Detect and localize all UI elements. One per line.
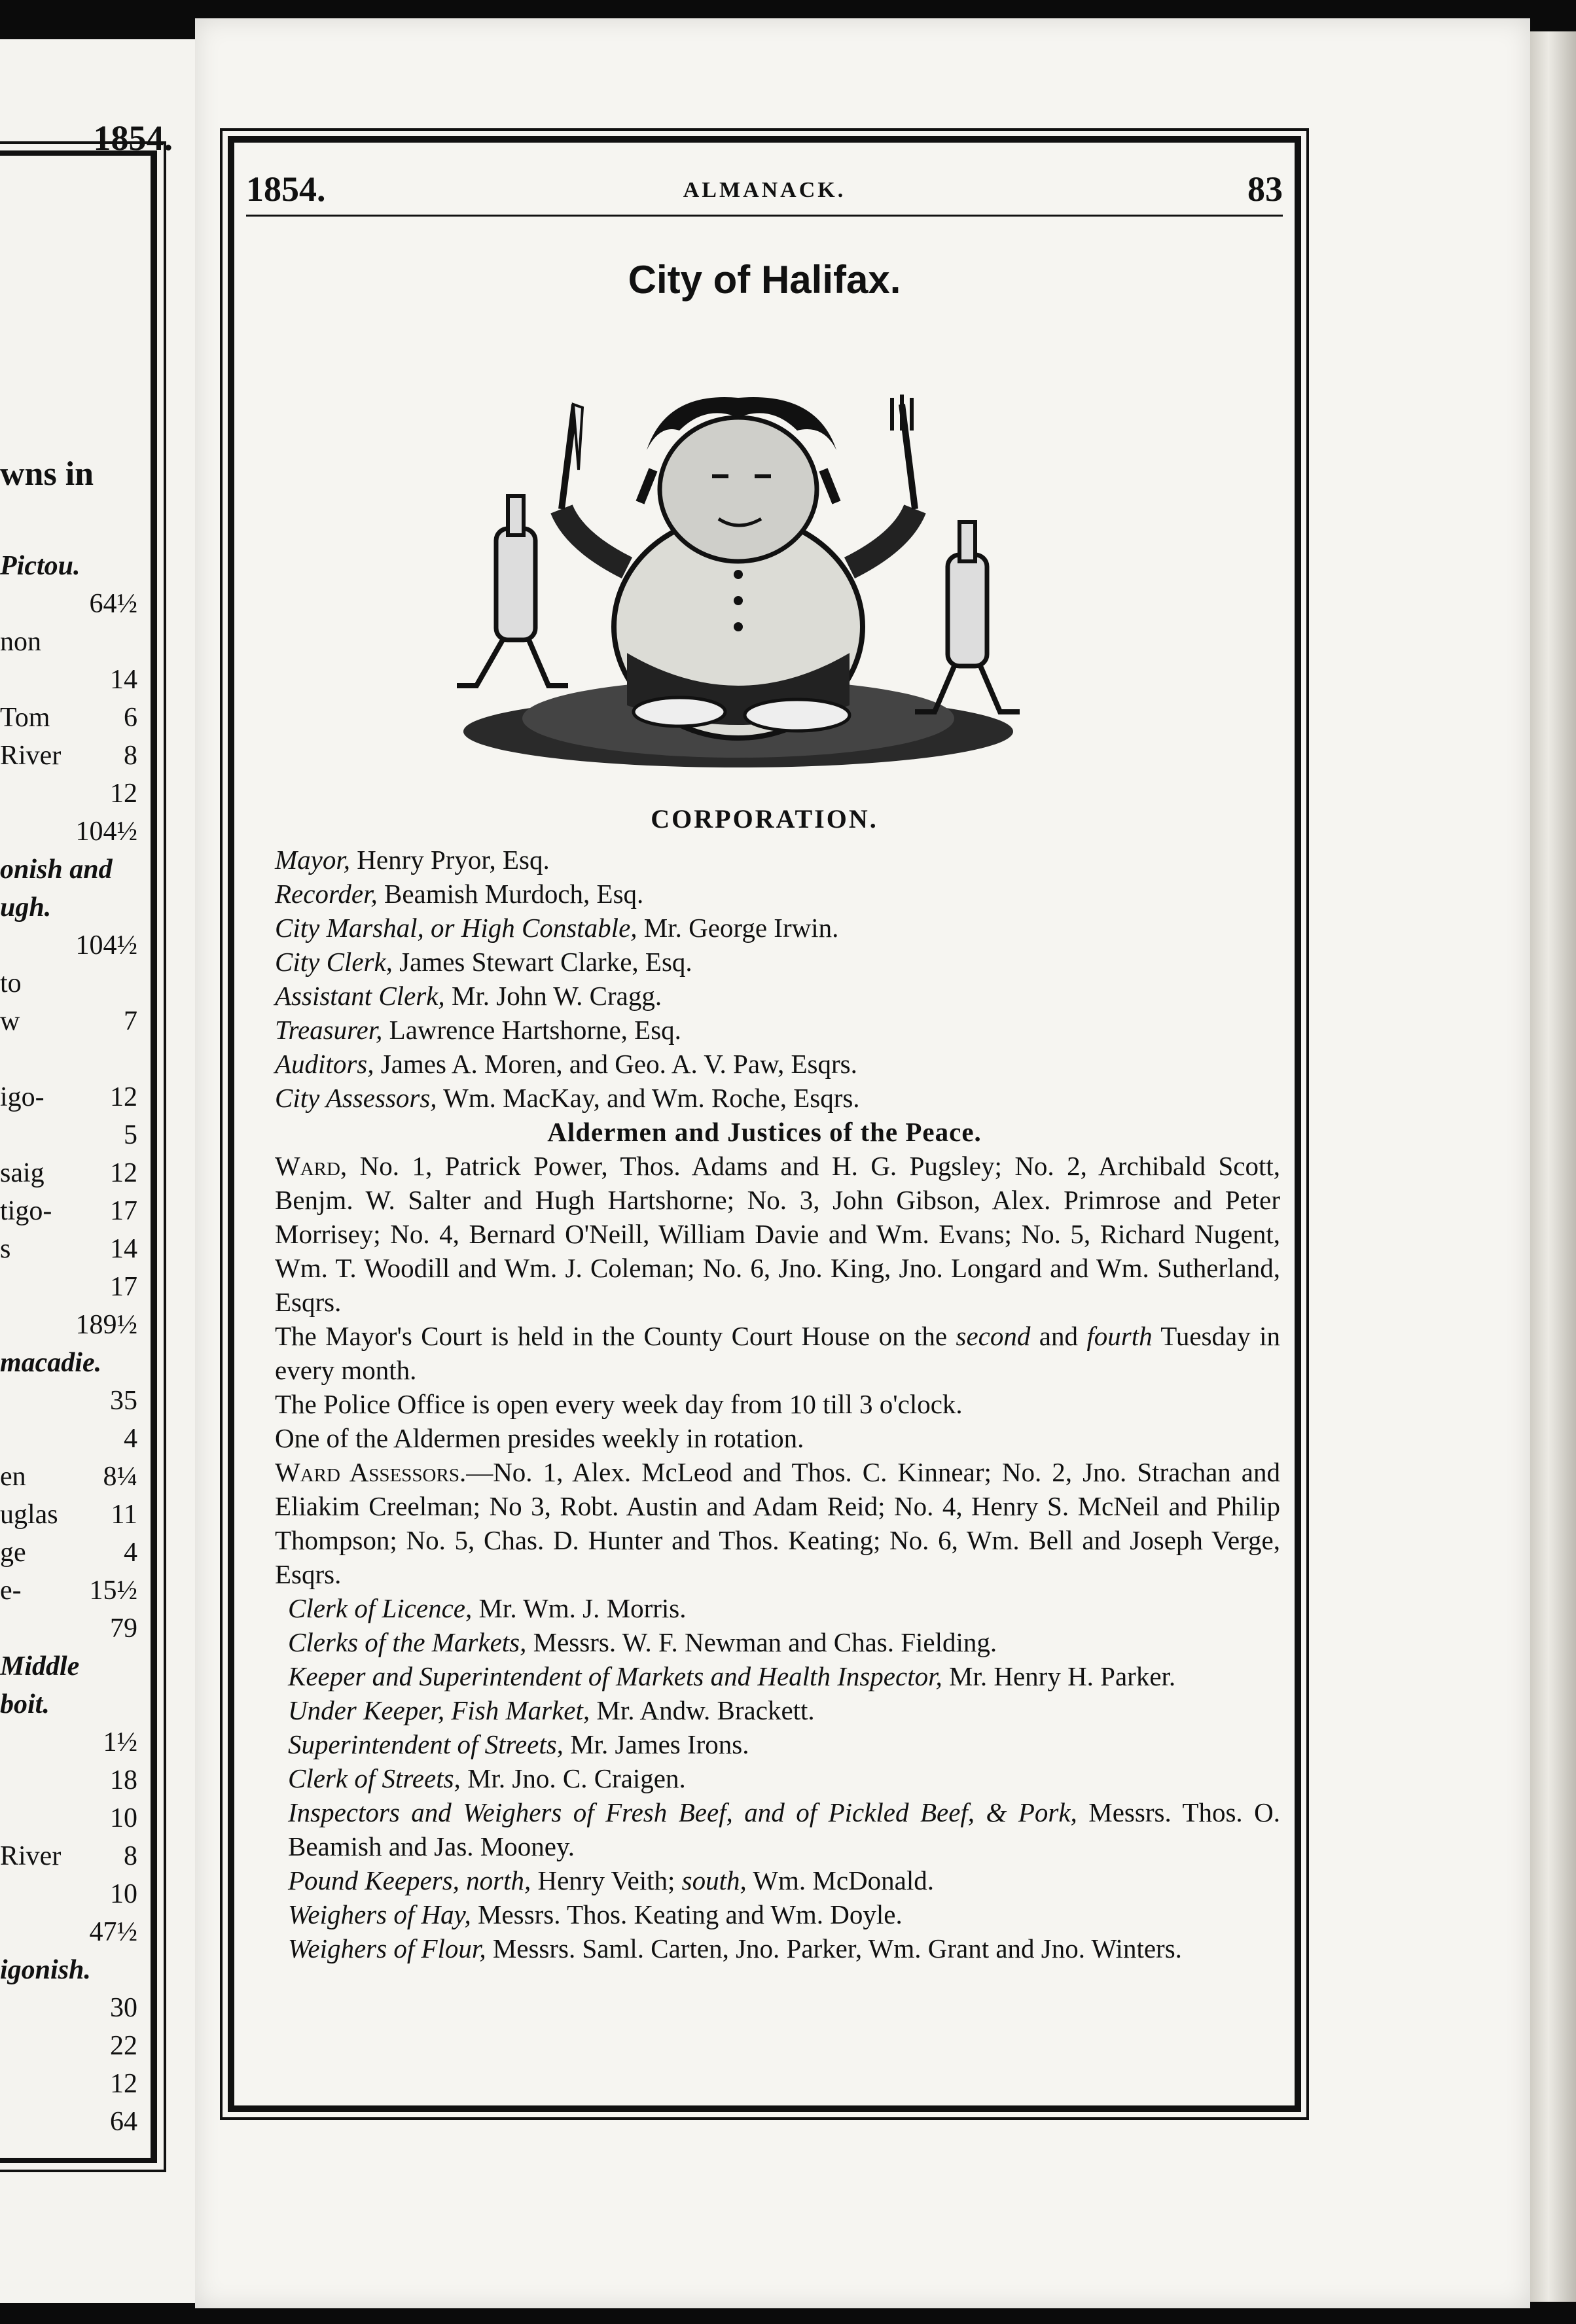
official-line [249,1591,1280,1625]
left-table-row [0,625,137,658]
left-row-label: igonish. [0,1955,91,1985]
officers-list [249,843,1280,1115]
official-name: Mr. Andw. Brackett. [590,1695,815,1725]
left-row-label: Tom [0,703,50,733]
official-line [249,1795,1280,1863]
section-heading-corporation: CORPORATION. [651,804,878,834]
left-row-label: Middle [0,1651,80,1681]
left-row-distance: 8¼ [103,1462,137,1492]
official-name: Messrs. Thos. O. Beamish and Jas. Mooney. [288,1797,1280,1861]
left-row-distance: 7 [124,1006,137,1036]
officer-line [249,911,1280,945]
official-line [249,1931,1280,1965]
left-row-distance: 6 [124,703,137,733]
ward-assessors-lead: Ward Assessors. [275,1457,467,1487]
ward-assessors-text: —No. 1, Alex. McLeod and Thos. C. Kinnear; No. 2, Jno. Strachan and Eliakim Creelman; No 3, Robt. Austin and Adam Reid; No. 4, Henry S. McNeil and Philip Thompson; No. 5, Chas. D. Hunter and Thos. Keating; No. 6, Wm. Bell and Joseph Verge, Esqrs. [275,1457,1280,1589]
left-table-row [0,853,137,886]
official-role: Weighers of Hay, [288,1899,471,1929]
left-table-row [0,1650,137,1683]
official-name: Wm. McDonald. [746,1865,934,1895]
official-role: Clerk of Streets, [288,1763,461,1793]
left-table-row [0,1195,137,1227]
left-row-distance: 30 [110,1993,137,2023]
left-row-label: Pictou. [0,551,81,581]
left-row-distance: 22 [110,2031,137,2061]
left-row-distance: 5 [124,1120,137,1150]
officer-line [249,945,1280,979]
ward-text: No. 1, Patrick Power, Thos. Adams and H. G. Pugsley; No. 2, Archibald Scott, Benjm. W. Salter and Hugh Hartshorne; No. 3, John Gibson, Alex. Primrose and Peter Morrisey; No. 4, Bernard O'Neill, William Davie and Wm. Evans; No. 5, Richard Nugent, Wm. T. Woodill and Wm. J. Coleman; No. 6, Jno. King, Jno. Longard and Wm. Sutherland, Esqrs. [275,1151,1280,1317]
left-table-row [0,1840,137,1873]
left-row-distance: 4 [124,1424,137,1454]
officer-name: Henry Pryor, Esq. [350,845,550,875]
officer-line [249,877,1280,911]
page-title: City of Halifax. [628,258,901,302]
left-row-distance: 17 [110,1272,137,1302]
official-line [249,1625,1280,1659]
police-office-paragraph: The Police Office is open every week day from 10 till 3 o'clock. [275,1389,963,1419]
left-row-label: en [0,1462,26,1492]
officer-line [249,979,1280,1013]
officer-role: Assistant Clerk, [275,981,445,1011]
left-row-label: wns in [0,455,94,493]
official-role: Weighers of Flour, [288,1933,486,1963]
left-row-distance: 189½ [75,1310,137,1340]
official-role: Superintendent of Streets, [288,1729,564,1759]
left-table-row [0,739,137,772]
official-role: Under Keeper, Fish Market, [288,1695,590,1725]
left-row-label: uglas [0,1500,58,1530]
officials-list [249,1591,1280,1965]
official-role: south, [681,1865,747,1895]
left-row-distance: 15½ [89,1576,137,1606]
page-body [249,843,1280,1965]
officer-line [249,1081,1280,1115]
left-row-distance: 12 [110,779,137,809]
officer-role: Auditors, [275,1049,374,1079]
officer-role: City Clerk, [275,947,393,977]
ward-lead: Ward, [275,1151,348,1181]
officer-line [249,1047,1280,1081]
left-row-label: saig [0,1158,45,1188]
official-role: Keeper and Superintendent of Markets and Health Inspector, [288,1661,942,1691]
official-role: Inspectors and Weighers of Fresh Beef, and of Pickled Beef, & Pork, [288,1797,1077,1827]
official-line [249,1727,1280,1761]
left-row-label: onish and [0,854,113,885]
cook-illustration-icon [431,378,1046,771]
left-row-label: igo- [0,1082,45,1112]
officer-role: City Assessors, [275,1083,437,1113]
left-row-label: non [0,627,41,657]
officer-name: James A. Moren, and Geo. A. V. Paw, Esqrs. [374,1049,857,1079]
official-line [249,1659,1280,1693]
official-name: Mr. Wm. J. Morris. [472,1593,687,1623]
left-table-row [0,1498,137,1531]
left-table-row [0,1460,137,1493]
official-line [249,1897,1280,1931]
official-name: Mr. Jno. C. Craigen. [460,1763,686,1793]
left-row-distance: 10 [110,1803,137,1833]
left-row-distance: 10 [110,1879,137,1909]
left-page-fragment [0,39,196,2303]
header-year: 1854. [246,169,326,209]
officer-line [249,1013,1280,1047]
official-line [249,1863,1280,1897]
page-edge [1530,31,1576,2302]
left-table-row [0,1005,137,1038]
rotation-paragraph: One of the Aldermen presides weekly in rotation. [275,1423,804,1453]
header-title: ALMANACK. [683,178,846,202]
official-name: Messrs. W. F. Newman and Chas. Fielding. [526,1627,997,1657]
left-row-distance: 8 [124,1841,137,1871]
left-table-row [0,967,137,1000]
left-table-row [0,1233,137,1265]
officer-name: Wm. MacKay, and Wm. Roche, Esqrs. [437,1083,860,1113]
official-name: Mr. James Irons. [563,1729,749,1759]
official-line [249,1761,1280,1795]
left-row-distance: 104½ [75,930,137,960]
officer-name: James Stewart Clarke, Esq. [392,947,692,977]
officer-role: City Marshal, or High Constable, [275,913,637,943]
left-row-label: River [0,741,62,771]
left-row-distance: 79 [110,1613,137,1644]
left-row-distance: 8 [124,741,137,771]
official-name: Messrs. Thos. Keating and Wm. Doyle. [471,1899,903,1929]
official-role: Clerks of the Markets, [288,1627,527,1657]
left-row-label: s [0,1234,11,1264]
officer-name: Mr. John W. Cragg. [444,981,662,1011]
left-table-row [0,1954,137,1986]
left-table-row [0,1081,137,1114]
official-line [249,1693,1280,1727]
official-name: Henry Veith; [531,1865,682,1895]
officer-role: Mayor, [275,845,351,875]
left-table-row [0,1536,137,1569]
left-row-distance: 17 [110,1196,137,1226]
left-row-label: ge [0,1538,26,1568]
ward-aldermen-paragraph [249,1149,1280,1319]
left-row-label: w [0,1006,20,1036]
left-table-row [0,701,137,734]
left-row-distance: 11 [111,1500,137,1530]
left-row-distance: 12 [110,2069,137,2099]
left-row-distance: 64 [110,2107,137,2137]
page-frame [228,136,1301,2112]
left-row-label: tigo- [0,1196,52,1226]
left-table-row [0,550,137,582]
left-row-label: ugh. [0,892,52,923]
left-row-distance: 64½ [89,589,137,619]
left-row-distance: 12 [110,1082,137,1112]
left-row-distance: 12 [110,1158,137,1188]
official-name: Mr. Henry H. Parker. [942,1661,1176,1691]
page-number: 83 [1247,169,1283,209]
officer-role: Treasurer, [275,1015,383,1045]
left-row-label: to [0,968,22,998]
almanack-page [195,18,1530,2308]
left-row-distance: 104½ [75,817,137,847]
left-page-year: 1854. [93,118,173,158]
section-heading-aldermen: Aldermen and Justices of the Peace. [547,1117,982,1147]
officer-name: Lawrence Hartshorne, Esq. [382,1015,681,1045]
mayors-court-paragraph: The Mayor's Court is held in the County Court House on the second and fourth Tuesday in every month. [275,1321,1280,1385]
officer-name: Beamish Murdoch, Esq. [377,879,644,909]
left-row-label: e- [0,1576,22,1606]
running-header [246,169,1283,217]
left-row-label: macadie. [0,1348,102,1378]
left-table-row [0,1688,137,1721]
left-row-distance: 4 [124,1538,137,1568]
official-role: Pound Keepers, north, [288,1865,531,1895]
official-role: Clerk of Licence, [288,1593,473,1623]
officer-line [249,843,1280,877]
officer-role: Recorder, [275,879,378,909]
left-row-label: boit. [0,1689,50,1719]
official-name: Messrs. Saml. Carten, Jno. Parker, Wm. Grant and Jno. Winters. [486,1933,1182,1963]
left-table-row [0,1574,137,1607]
left-table-row [0,1157,137,1189]
left-table-row [0,455,137,493]
left-table-row [0,891,137,924]
left-row-label: River [0,1841,62,1871]
left-row-distance: 14 [110,1234,137,1264]
left-row-distance: 47½ [89,1917,137,1947]
left-row-distance: 14 [110,665,137,695]
left-row-distance: 1½ [103,1727,137,1757]
left-row-distance: 18 [110,1765,137,1795]
officer-name: Mr. George Irwin. [637,913,839,943]
left-table-row [0,1347,137,1379]
ward-assessors-paragraph [249,1455,1280,1591]
left-row-distance: 35 [110,1386,137,1416]
